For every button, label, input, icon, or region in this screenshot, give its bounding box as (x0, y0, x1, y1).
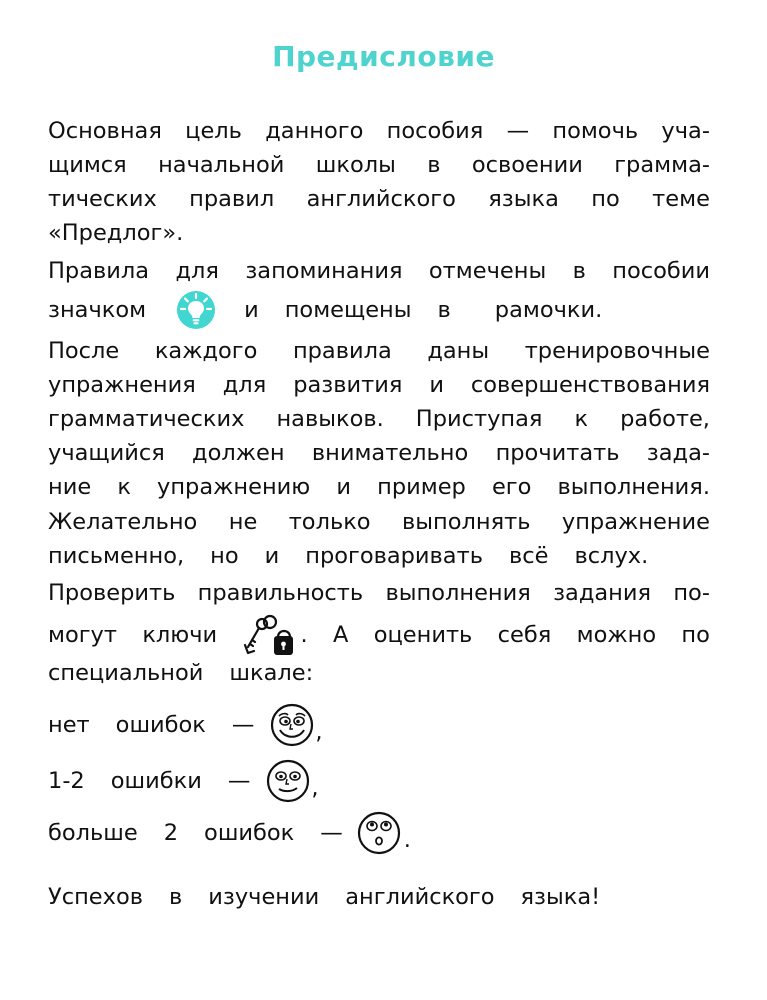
text-line (48, 539, 710, 573)
word: пособия (386, 118, 484, 144)
word: выполнения (385, 580, 531, 606)
text-line (48, 505, 710, 539)
word: задания (553, 580, 652, 606)
text-line (48, 148, 710, 182)
page-title: Предисловие (272, 40, 495, 73)
word: языка! (520, 884, 601, 910)
word: помочь (552, 118, 639, 144)
word: . (300, 622, 308, 648)
word: себя (497, 622, 552, 648)
word: упражнения (48, 372, 196, 398)
word: зада- (646, 440, 710, 466)
word: Проверить (48, 580, 176, 606)
word: языка (488, 186, 559, 212)
text-line (48, 290, 710, 330)
word: данного (265, 118, 364, 144)
text-line (48, 402, 710, 436)
word: внимательно (311, 440, 469, 466)
word: ошибок (204, 820, 295, 846)
word: и (244, 297, 259, 323)
word: к (117, 474, 131, 500)
word: тренировочные (524, 338, 710, 364)
word: его (491, 474, 532, 500)
word: рамочки. (494, 297, 603, 323)
word: — (227, 768, 251, 794)
lightbulb-icon (176, 290, 216, 330)
text-line (48, 612, 710, 658)
word: ключи (142, 622, 218, 648)
word: прочитать (495, 440, 620, 466)
text-line (48, 254, 710, 288)
word: учащийся (48, 440, 165, 466)
word: После (48, 338, 120, 364)
word: , (315, 719, 323, 745)
word: в (427, 152, 441, 178)
smiley-group (357, 811, 411, 855)
word: упражнению (157, 474, 311, 500)
word: в (168, 884, 183, 910)
text-line (48, 656, 710, 690)
word: в (572, 258, 586, 284)
word: навыков. (276, 406, 384, 432)
word: запоминания (245, 258, 403, 284)
word: больше (48, 820, 138, 846)
word: не (228, 509, 258, 535)
smiley-worried-icon (357, 811, 401, 855)
text-line (48, 114, 710, 148)
word: , (311, 775, 319, 801)
text-line (48, 436, 710, 470)
word: — (506, 118, 530, 144)
word: ошибок (115, 712, 206, 738)
word: Успехов (48, 884, 143, 910)
word: нет (48, 712, 90, 738)
word: грамматических (48, 406, 245, 432)
scale-row-many-errors (48, 810, 710, 856)
word: и (429, 372, 444, 398)
word: 1-2 (48, 768, 85, 794)
word: письменно, (48, 543, 185, 569)
word: цель (185, 118, 242, 144)
word: упражнение (561, 509, 710, 535)
keys-group (242, 613, 307, 657)
smiley-group (266, 759, 318, 803)
word: работе, (620, 406, 710, 432)
word: английского (306, 186, 456, 212)
word: могут (48, 622, 117, 648)
text-line (48, 470, 710, 504)
smiley-group (270, 703, 322, 747)
word: Правила (48, 258, 150, 284)
word: помещены (284, 297, 412, 323)
smiley-neutral-icon (266, 759, 310, 803)
word: выполнять (401, 509, 531, 535)
closing-line (48, 880, 710, 914)
word: правил (189, 186, 275, 212)
word: щимся (48, 152, 127, 178)
word: оценить (373, 622, 473, 648)
word: совершенствования (470, 372, 710, 398)
word: изучении (208, 884, 320, 910)
word: по- (673, 580, 710, 606)
word: в (437, 297, 451, 323)
text-line (48, 182, 710, 216)
word: правила (292, 338, 392, 364)
word: но (210, 543, 239, 569)
word: и (264, 543, 280, 569)
text-line (48, 334, 710, 368)
word: . (403, 827, 411, 853)
word: 2 (163, 820, 179, 846)
text-line (48, 576, 710, 610)
word: должен (192, 440, 285, 466)
word: теме (652, 186, 710, 212)
word: и (336, 474, 351, 500)
word: А (332, 622, 349, 648)
word: Приступая (415, 406, 543, 432)
word: каждого (154, 338, 258, 364)
word: выполнения. (557, 474, 710, 500)
word: правильность (197, 580, 364, 606)
word: Основная (48, 118, 162, 144)
word: школы (315, 152, 396, 178)
word: проговаривать (305, 543, 483, 569)
word: значком (48, 297, 147, 323)
word: Желательно (48, 509, 198, 535)
word: развития (293, 372, 403, 398)
word: «Предлог». (48, 220, 184, 246)
word: пособии (612, 258, 710, 284)
word: уча- (661, 118, 710, 144)
scale-row-few-errors (48, 758, 710, 804)
word: для (175, 258, 219, 284)
word: по (681, 622, 710, 648)
word: ошибки (110, 768, 202, 794)
word: освоении (471, 152, 583, 178)
word: вслух. (574, 543, 649, 569)
word: пример (377, 474, 466, 500)
word: грамма- (614, 152, 710, 178)
word: шкале: (229, 660, 314, 686)
word: — (231, 712, 255, 738)
word: по (591, 186, 620, 212)
word: отмечены (428, 258, 547, 284)
word: ние (48, 474, 92, 500)
text-line (48, 216, 710, 250)
word: всё (508, 543, 549, 569)
scale-row-no-errors (48, 702, 710, 748)
word: начальной (158, 152, 285, 178)
word: тических (48, 186, 157, 212)
word: — (320, 820, 343, 846)
word: можно (576, 622, 657, 648)
word: только (288, 509, 371, 535)
text-line (48, 368, 710, 402)
key-lock-icon (242, 613, 294, 657)
smiley-happy-icon (270, 703, 314, 747)
word: английского (345, 884, 495, 910)
word: к (574, 406, 589, 432)
word: для (222, 372, 267, 398)
word: даны (427, 338, 490, 364)
word: специальной (48, 660, 204, 686)
